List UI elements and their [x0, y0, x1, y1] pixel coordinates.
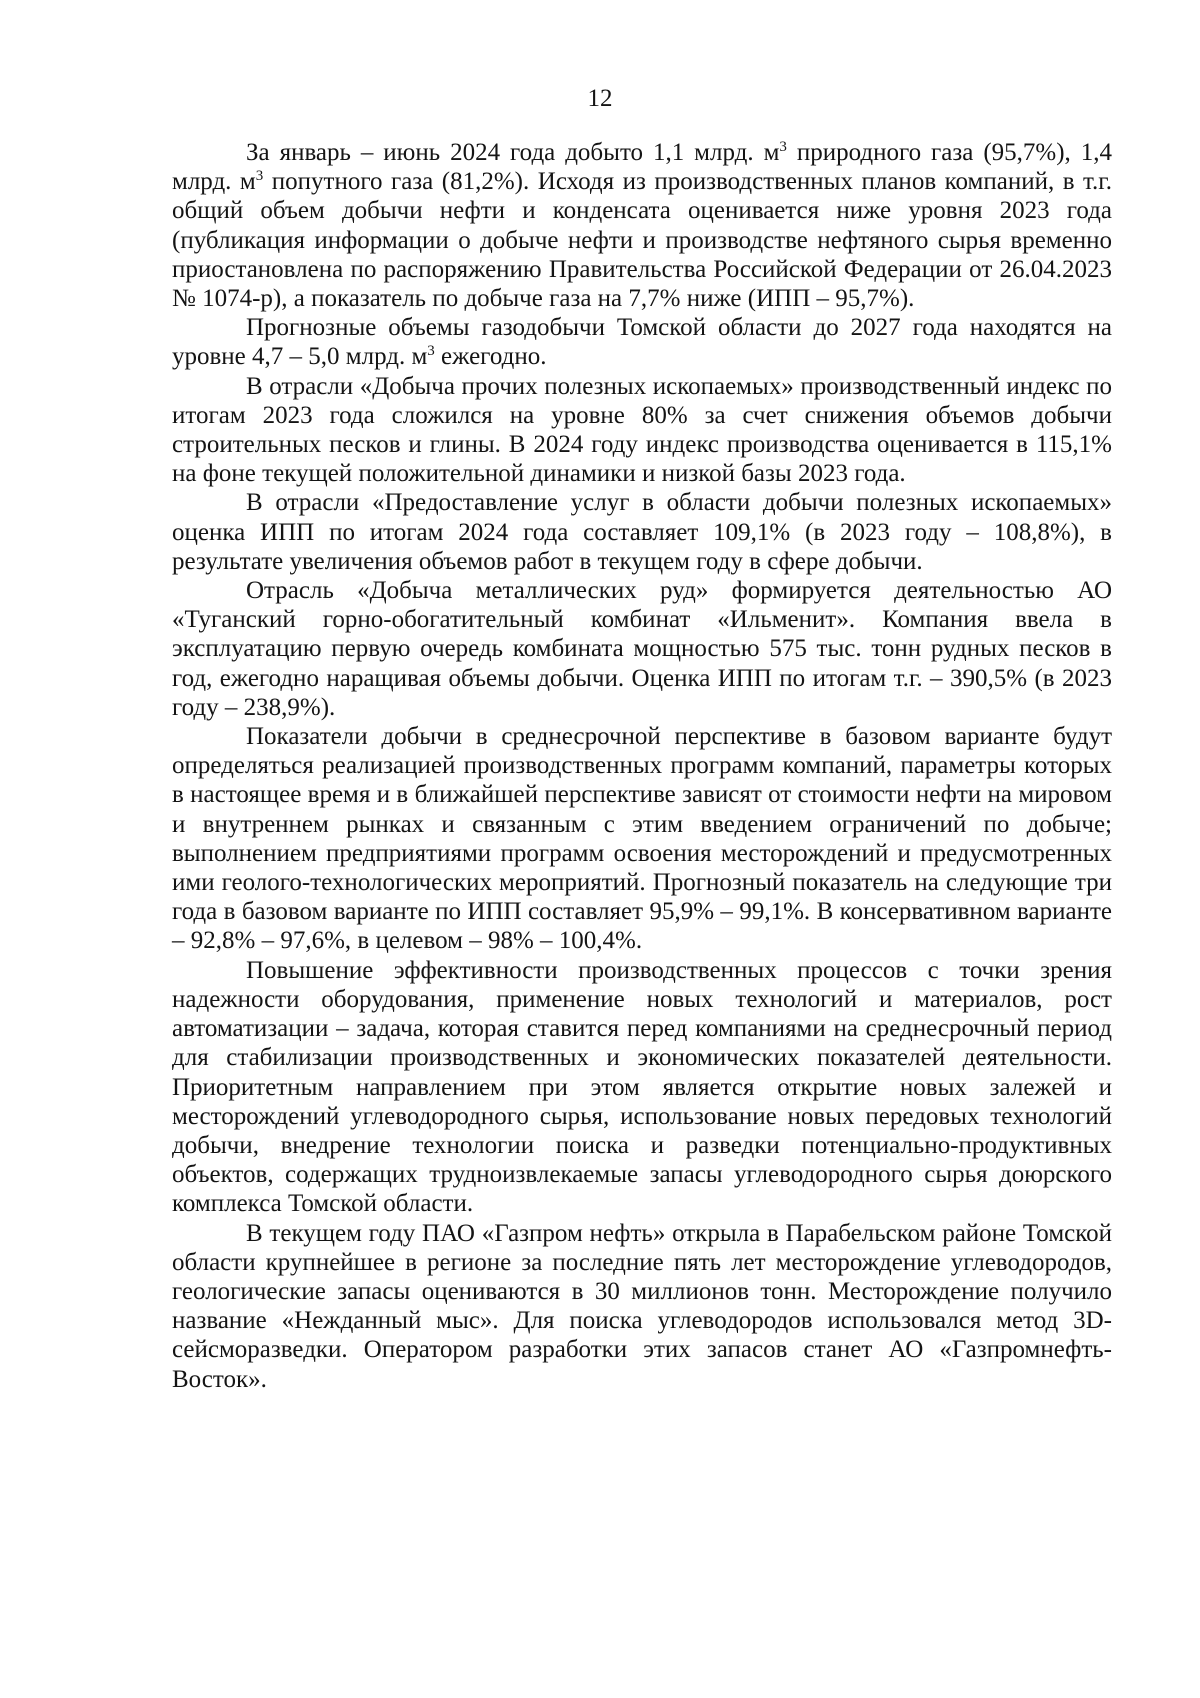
- document-body: [172, 138, 1112, 1394]
- text-segment: Показатели добычи в среднесрочной перспективе в базовом варианте будут определяться реализацией производственных программ компаний, параметры которых в настоящее время и в ближайшей перспективе зависят от стоимости нефти на мировом и внутреннем рынках и связанным с этим введением ограничений по добыче; выполнением предприятиями программ освоения месторождений и предусмотренных ими геолого-технологических мероприятий. Прогнозный показатель на следующие три года в базовом варианте по ИПП составляет 95,9% – 99,1%. В консервативном варианте – 92,8% – 97,6%, в целевом – 98% – 100,4%.: [172, 723, 1112, 955]
- superscript: 3: [779, 139, 787, 155]
- paragraph-gas-forecast: [172, 313, 1112, 371]
- text-segment: В отрасли «Предоставление услуг в области добычи полезных ископаемых» оценка ИПП по итогам 2024 года составляет 109,1% (в 2023 году – 108,8%), в результате увеличения объемов работ в текущем году в сфере добычи.: [172, 489, 1112, 575]
- superscript: 3: [427, 343, 435, 360]
- text-segment: Прогнозные объемы газодобычи Томской области до 2027 года находятся на уровне 4,7 – 5,0 млрд. м: [172, 314, 1112, 371]
- text-segment: Повышение эффективности производственных процессов с точки зрения надежности оборудования, применение новых технологий и материалов, рост автоматизации – задача, которая ставится перед компаниями на среднесрочный период для стабилизации производственных и экономических показателей деятельности. Приоритетным направлением при этом является открытие новых залежей и месторождений углеводородного сырья, использование новых передовых технологий добычи, внедрение технологии поиска и разведки потенциально-продуктивных объектов, содержащих трудноизвлекаемые запасы углеводородного сырья доюрского комплекса Томской области.: [172, 956, 1112, 1218]
- paragraph-other-minerals: [172, 372, 1112, 489]
- text-segment: В текущем году ПАО «Газпром нефть» открыла в Парабельском районе Томской области крупнейшее в регионе за последние пять лет месторождение углеводородов, геологические запасы оцениваются в 30 миллионов тонн. Месторождение получило название «Нежданный мыс». Для поиска углеводородов использовался метод 3D-сейсморазведки. Оператором разработки этих запасов станет АО «Газпромнефть-Восток».: [172, 1219, 1112, 1393]
- paragraph-mining-services: [172, 488, 1112, 576]
- text-segment: За январь – июнь 2024 года добыто 1,1 млрд. м: [246, 139, 780, 166]
- text-segment: природного газа (95,7%), 1,4 млрд. м: [172, 139, 1112, 196]
- paragraph-new-field: [172, 1219, 1112, 1394]
- superscript: 3: [255, 168, 264, 185]
- paragraph-medium-term-outlook: [172, 722, 1112, 956]
- paragraph-gas-production: [172, 138, 1112, 313]
- paragraph-metal-ores: [172, 576, 1112, 722]
- text-segment: Отрасль «Добыча металлических руд» формируется деятельностью АО «Туганский горно-обогатительный комбинат «Ильменит». Компания ввела в эксплуатацию первую очередь комбината мощностью 575 тыс. тонн рудных песков в год, ежегодно наращивая объемы добычи. Оценка ИПП по итогам т.г. – 390,5% (в 2023 году – 238,9%).: [172, 577, 1112, 721]
- text-segment: ежегодно.: [434, 343, 547, 371]
- text-segment: попутного газа (81,2%). Исходя из производственных планов компаний, в т.г. общий объем добычи нефти и конденсата оценивается ниже уровня 2023 года (публикация информации о добыче нефти и производстве нефтяного сырья временно приостановлена по распоряжению Правительства Российской Федерации от 26.04.2023 № 1074-р), а показатель по добыче газа на 7,7% ниже (ИПП – 95,7%).: [172, 168, 1112, 313]
- paragraph-efficiency: [172, 956, 1112, 1219]
- text-segment: В отрасли «Добыча прочих полезных ископаемых» производственный индекс по итогам 2023 года сложился на уровне 80% за счет снижения объемов добычи строительных песков и глины. В 2024 году индекс производства оценивается в 115,1% на фоне текущей положительной динамики и низкой базы 2023 года.: [172, 372, 1112, 488]
- page-number: 12: [587, 85, 613, 112]
